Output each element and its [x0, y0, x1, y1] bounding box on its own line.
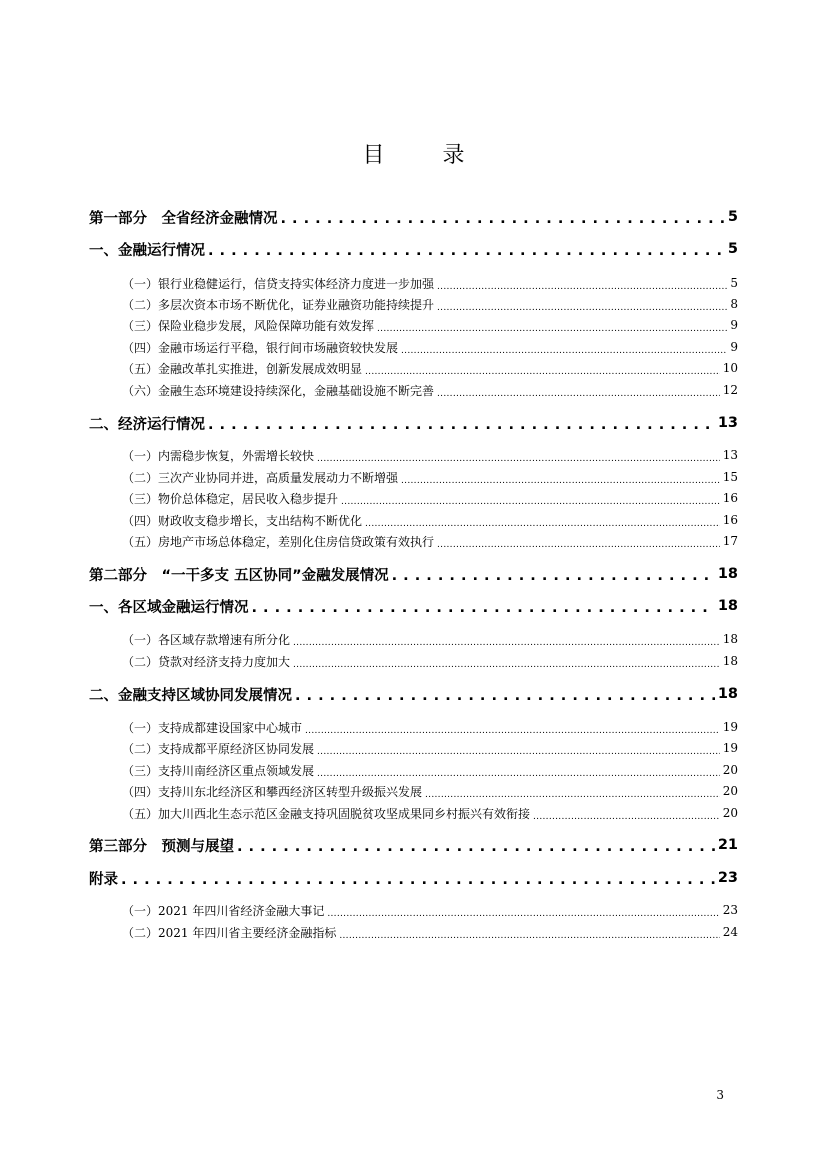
toc-entry[interactable]	[0, 272, 827, 294]
toc-entry-page: 16	[722, 491, 738, 505]
toc-entry-page: 21	[717, 837, 738, 853]
toc-entry-label: 第一部分 全省经济金融情况	[89, 210, 278, 227]
toc-entry[interactable]	[0, 238, 827, 260]
toc-entry-label: （二）三次产业协同并进，高质量发展动力不断增强	[122, 470, 399, 485]
toc-entry-label: 二、经济运行情况	[89, 416, 205, 433]
toc-entry-page: 19	[722, 741, 738, 755]
toc-entry-label: （一）2021 年四川省经济金融大事记	[122, 903, 325, 918]
toc-entry-label: 附录	[89, 871, 118, 888]
toc-leader	[281, 209, 725, 225]
toc-leader	[533, 805, 720, 821]
toc-entry-label: （五）金融改革扎实推进，创新发展成效明显	[122, 361, 363, 376]
toc-entry[interactable]	[0, 314, 827, 336]
toc-entry-page: 24	[722, 925, 738, 939]
toc-entry[interactable]	[0, 716, 827, 738]
toc-entry-page: 20	[722, 806, 738, 820]
toc-entry[interactable]	[0, 780, 827, 802]
toc-entry[interactable]	[0, 379, 827, 401]
toc-entry[interactable]	[0, 293, 827, 315]
toc-entry-page: 12	[722, 383, 738, 397]
toc-entry-label: 二、金融支持区域协同发展情况	[89, 687, 292, 704]
toc-leader	[327, 902, 719, 918]
toc-leader	[252, 598, 715, 614]
toc-leader	[437, 296, 727, 312]
toc-entry-label: （二）贷款对经济支持力度加大	[122, 654, 291, 669]
toc-entry-page: 20	[722, 763, 738, 777]
toc-entry-page: 8	[730, 297, 738, 311]
toc-leader	[377, 317, 727, 333]
toc-entry-page: 18	[722, 632, 738, 646]
toc-title: 目 录	[362, 143, 483, 168]
toc-entry[interactable]	[0, 412, 827, 434]
toc-leader	[295, 686, 715, 702]
toc-entry-page: 16	[722, 513, 738, 527]
toc-entry-label: （一）内需稳步恢复，外需增长较快	[122, 448, 315, 463]
toc-entry-page: 18	[717, 566, 738, 582]
toc-entry-label: 一、金融运行情况	[89, 242, 205, 259]
toc-leader	[437, 533, 720, 549]
toc-entry[interactable]	[0, 921, 827, 943]
toc-entry[interactable]	[0, 357, 827, 379]
toc-entry[interactable]	[0, 206, 827, 228]
toc-leader	[339, 924, 719, 940]
toc-entry[interactable]	[0, 759, 827, 781]
toc-entry[interactable]	[0, 530, 827, 552]
toc-entry-page: 13	[722, 448, 738, 462]
toc-entry-label: （六）金融生态环境建设持续深化，金融基础设施不断完善	[122, 383, 435, 398]
toc-entry-label: （三）支持川南经济区重点领域发展	[122, 763, 315, 778]
toc-entry-page: 18	[717, 598, 738, 614]
toc-entry-label: （二）2021 年四川省主要经济金融指标	[122, 925, 337, 940]
toc-leader	[437, 275, 727, 291]
toc-leader	[365, 512, 720, 528]
toc-entry[interactable]	[0, 509, 827, 531]
toc-entry-page: 23	[717, 870, 738, 886]
toc-entry-label: （二）多层次资本市场不断优化，证券业融资功能持续提升	[122, 297, 435, 312]
toc-entry-label: （四）财政收支稳步增长，支出结构不断优化	[122, 513, 363, 528]
toc-entry[interactable]	[0, 834, 827, 856]
toc-leader	[401, 469, 720, 485]
toc-leader	[365, 360, 720, 376]
toc-leader	[341, 490, 720, 506]
toc-entry[interactable]	[0, 563, 827, 585]
toc-entry-page: 13	[717, 415, 738, 431]
toc-entry[interactable]	[0, 466, 827, 488]
toc-entry[interactable]	[0, 336, 827, 358]
toc-leader	[392, 566, 715, 582]
toc-entry-page: 15	[722, 470, 738, 484]
toc-entry-page: 5	[727, 241, 738, 257]
toc-entry-label: （五）房地产市场总体稳定，差别化住房信贷政策有效执行	[122, 534, 435, 549]
toc-entry[interactable]	[0, 683, 827, 705]
toc-entry-page: 20	[722, 784, 738, 798]
toc-leader	[293, 631, 720, 647]
toc-entry-label: （一）银行业稳健运行，信贷支持实体经济力度进一步加强	[122, 276, 435, 291]
toc-entry[interactable]	[0, 802, 827, 824]
toc-entry-label: （四）支持川东北经济区和攀西经济区转型升级振兴发展	[122, 784, 423, 799]
toc-leader	[317, 447, 720, 463]
toc-entry-label: （五）加大川西北生态示范区金融支持巩固脱贫攻坚成果同乡村振兴有效衔接	[122, 806, 531, 821]
toc-leader	[208, 241, 725, 257]
toc-leader	[425, 783, 720, 799]
toc-entry-label: （三）物价总体稳定，居民收入稳步提升	[122, 491, 339, 506]
toc-entry[interactable]	[0, 444, 827, 466]
toc-entry[interactable]	[0, 628, 827, 650]
toc-leader	[237, 837, 715, 853]
toc-entry-label: （一）各区域存款增速有所分化	[122, 632, 291, 647]
toc-entry-page: 18	[722, 654, 738, 668]
toc-leader	[401, 339, 727, 355]
toc-leader	[293, 653, 720, 669]
page-number: 3	[716, 1088, 724, 1102]
toc-entry[interactable]	[0, 899, 827, 921]
toc-entry-label: （四）金融市场运行平稳，银行间市场融资较快发展	[122, 340, 399, 355]
toc-entry-label: 第三部分 预测与展望	[89, 838, 234, 855]
toc-entry-label: （二）支持成都平原经济区协同发展	[122, 741, 315, 756]
toc-entry-page: 9	[730, 318, 738, 332]
toc-entry-label: （一）支持成都建设国家中心城市	[122, 720, 303, 735]
toc-entry[interactable]	[0, 867, 827, 889]
toc-entry-page: 17	[722, 534, 738, 548]
toc-entry-page: 18	[717, 686, 738, 702]
toc-leader	[437, 382, 720, 398]
toc-entry-page: 19	[722, 720, 738, 734]
toc-leader	[121, 870, 715, 886]
toc-entry-label: （三）保险业稳步发展，风险保障功能有效发挥	[122, 318, 375, 333]
toc-entry[interactable]	[0, 737, 827, 759]
toc-entry-label: 第二部分 “一干多支 五区协同”金融发展情况	[89, 567, 389, 584]
toc-entry-page: 23	[722, 903, 738, 917]
toc-entry-label: 一、各区域金融运行情况	[89, 599, 249, 616]
toc-entry[interactable]	[0, 487, 827, 509]
toc-leader	[305, 719, 720, 735]
toc-leader	[317, 762, 720, 778]
toc-entry-page: 5	[730, 276, 738, 290]
toc-leader	[208, 415, 715, 431]
toc-leader	[317, 740, 720, 756]
toc-entry[interactable]	[0, 595, 827, 617]
toc-entry-page: 9	[730, 340, 738, 354]
toc-entry[interactable]	[0, 650, 827, 672]
toc-entry-page: 10	[722, 361, 738, 375]
toc-entry-page: 5	[727, 209, 738, 225]
